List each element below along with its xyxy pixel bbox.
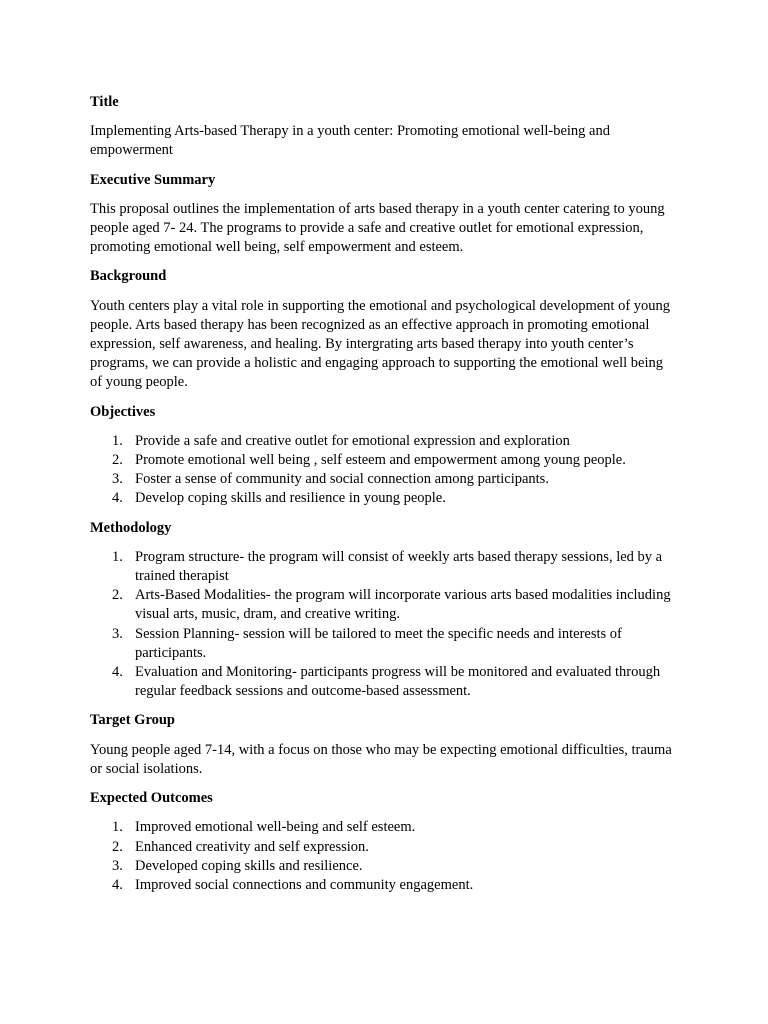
list-item-text: Program structure- the program will consist of weekly arts based therapy sessions, led by a trained therapist (135, 548, 663, 585)
list-item-text: Provide a safe and creative outlet for emotional expression and exploration (135, 432, 570, 449)
title-text: Implementing Arts-based Therapy in a youth center: Promoting emotional well-being and empowerment (90, 123, 610, 159)
target-group-heading: Target Group (90, 712, 175, 729)
list-item (90, 548, 678, 586)
list-item-text: Session Planning- session will be tailored to meet the specific needs and interests of participants. (135, 625, 622, 661)
title-heading: Title (90, 94, 119, 110)
list-item (90, 625, 678, 663)
target-group-text: Young people aged 7-14, with a focus on those who may be expecting emotional difficulties, trauma or social isolations. (90, 741, 672, 777)
list-number: 2. (112, 838, 123, 855)
list-item (90, 857, 678, 876)
objectives-list (90, 432, 678, 509)
list-number: 1. (112, 548, 123, 565)
list-item-text: Enhanced creativity and self expression. (135, 838, 369, 855)
list-number: 2. (112, 452, 123, 469)
methodology-list (90, 548, 678, 702)
list-item (90, 432, 678, 451)
objectives-heading: Objectives (90, 403, 156, 420)
list-item (90, 489, 678, 508)
executive-summary-heading: Executive Summary (90, 171, 216, 188)
list-item-text: Improved emotional well-being and self esteem. (135, 819, 416, 836)
list-number: 1. (112, 819, 123, 836)
list-number: 4. (112, 664, 123, 681)
list-item-text: Promote emotional well being , self esteem and empowerment among young people. (135, 452, 626, 469)
executive-summary-text: This proposal outlines the implementation of arts based therapy in a youth center catering to young people aged 7- 24. The programs to provide a safe and creative outlet for emotional expression, promoting emotional well being, self empowerment and esteem. (90, 200, 665, 256)
list-item (90, 663, 678, 701)
list-item-text: Developed coping skills and resilience. (135, 857, 363, 874)
list-item-text: Develop coping skills and resilience in young people. (135, 490, 446, 507)
list-item (90, 876, 678, 895)
list-item (90, 451, 678, 470)
list-item-text: Foster a sense of community and social connection among participants. (135, 471, 549, 488)
list-number: 3. (112, 857, 123, 874)
list-item-text: Evaluation and Monitoring- participants progress will be monitored and evaluated through regular feedback sessions and outcome-based assessment. (135, 664, 661, 700)
list-number: 3. (112, 625, 123, 642)
list-item (90, 838, 678, 857)
expected-outcomes-list (90, 818, 678, 895)
list-item (90, 586, 678, 624)
background-heading: Background (90, 268, 167, 285)
list-number: 4. (112, 876, 123, 893)
expected-outcomes-heading: Expected Outcomes (90, 790, 213, 807)
list-number: 1. (112, 432, 123, 449)
list-item-text: Improved social connections and community engagement. (135, 876, 474, 893)
list-item (90, 818, 678, 837)
list-item (90, 470, 678, 489)
list-item-text: Arts-Based Modalities- the program will incorporate various arts based modalities including visual arts, music, dram, and creative writing. (135, 587, 671, 623)
methodology-heading: Methodology (90, 519, 172, 536)
list-number: 4. (112, 490, 123, 507)
background-text: Youth centers play a vital role in supporting the emotional and psychological development of young people. Arts based therapy has been recognized as an effective approach in promoting emotional expression, self awareness, and healing. By intergrating arts based therapy into youth center’s programs, we can provide a holistic and engaging approach to supporting the emotional well being of young people. (90, 297, 671, 391)
list-number: 2. (112, 587, 123, 604)
list-number: 3. (112, 471, 123, 488)
